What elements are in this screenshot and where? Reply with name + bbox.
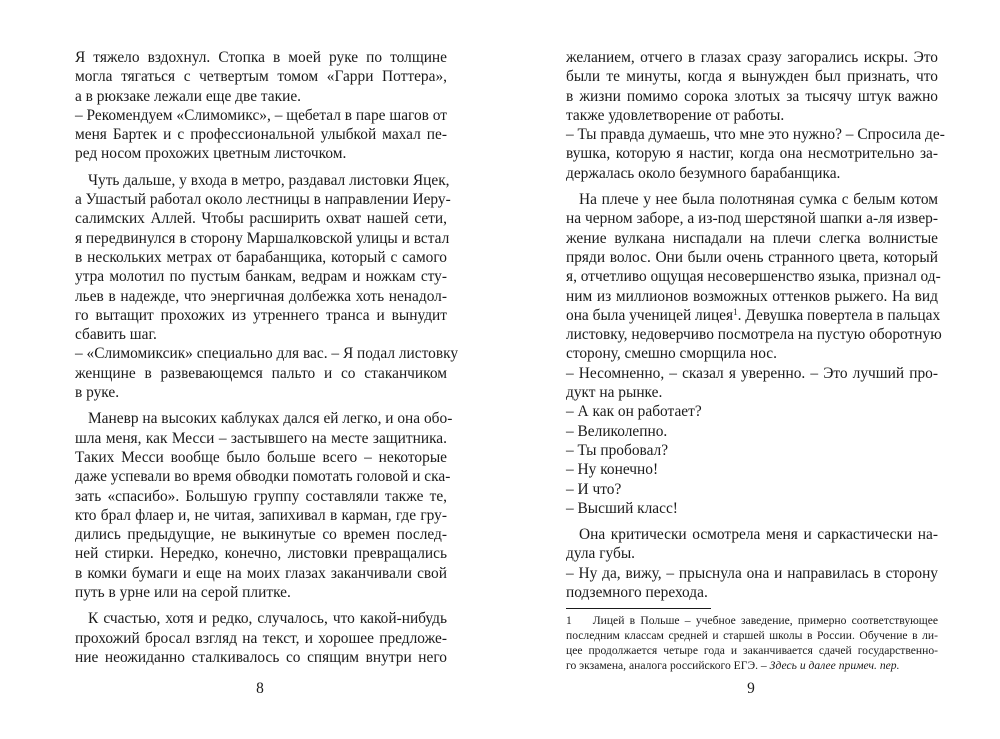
page-number-left: 8	[256, 680, 264, 697]
footnote-text: Лицей в Польше – учебное заведение, примерно соответствующее	[592, 614, 939, 628]
text-line: – Рекомендуем «Слимомикс», – щебетал в паре шагов от	[75, 106, 447, 124]
text-line: даже успевали во время обводки помотать головой и ска-	[75, 468, 451, 486]
text-line: На плече у нее была полотняная сумка с белым котом	[579, 191, 938, 209]
text-line: дукт на рынке.	[566, 384, 663, 402]
text-line: я, отчетливо ощущая несовершенство языка, признал од-	[566, 268, 941, 286]
text-line: в комки бумаги и еще на моих глазах заканчивали свой	[75, 564, 447, 582]
text-line: К счастью, хотя и редко, случалось, что какой-нибудь	[88, 610, 447, 628]
text-line: дула губы.	[566, 545, 636, 563]
text-line: на черном заборе, а из-под шерстяной шапки а-ля извер-	[566, 210, 938, 228]
text-line: Чуть дальше, у входа в метро, раздавал листовки Яцек,	[88, 171, 450, 189]
text-line: салимских Аллей. Чтобы расширить охват нашей сети,	[75, 210, 447, 228]
text-line: Она критически осмотрела меня и саркастически на-	[579, 526, 938, 544]
text-line: – Несомненно, – сказал я уверенно. – Это лучший про-	[566, 364, 938, 382]
text-line: вушка, которую я настиг, когда она несмотрительно за-	[566, 145, 938, 163]
text-line: в нескольких метрах от барабанщика, который с самого	[75, 248, 447, 266]
text-line: дились предыдущие, не выкинутые со времен послед-	[75, 526, 447, 544]
text-line: Таких Месси вообще было больше всего – некоторые	[75, 448, 447, 466]
text-line: – Ну да, вижу, – прыснула она и направилась в сторону	[566, 564, 938, 582]
text-line: – Высший класс!	[566, 499, 678, 517]
text-line: – Ну конечно!	[566, 461, 659, 479]
text-line: также удовлетворение от работы.	[566, 106, 785, 124]
text-line	[566, 306, 941, 325]
text-line: шла меня, как Месси – застывшего на месте защитника.	[75, 429, 447, 447]
text-line: – Ты пробовал?	[566, 441, 669, 459]
footnote-line: последним классам средней и старшей школы в России. Обучение в ли-	[566, 629, 938, 643]
text-line: сбавить шаг.	[75, 326, 157, 344]
footnote-marker: 1	[566, 614, 572, 628]
text-line: ним из миллионов возможных оттенков рыжего. На вид	[566, 287, 938, 305]
left-page	[75, 48, 459, 667]
text-line: меня Бартек и с профессиональной улыбкой махал пе-	[75, 126, 447, 144]
text-line: – «Слимомиксик» специально для вас. – Я подал листовку	[75, 345, 459, 363]
footnote-line	[566, 658, 938, 673]
footnote-text: го экзамена, аналога российского ЕГЭ. –	[566, 659, 767, 673]
text-line: кто брал флаер и, не читая, запихивал в карман, где гру-	[75, 506, 447, 524]
text-line: прохожий бросал взгляд на текст, и хорошее предложе-	[75, 629, 447, 647]
text-line: Я тяжело вздохнул. Стопка в моей руке по толщине	[75, 49, 447, 66]
text-line: в жизни помимо сорока злотых за тысячу штук важно	[566, 87, 938, 105]
text-line: путь в урне или на серой плитке.	[75, 584, 291, 602]
text-line: ней стирки. Нередко, конечно, листовки превращались	[75, 545, 447, 563]
text-line-part: она была ученицей лицея	[566, 306, 734, 324]
text-line: – И что?	[566, 480, 622, 498]
text-line: пряди волос. Они были очень странного цвета, который	[566, 248, 938, 266]
text-line: были те минуты, когда я вынужден был признать, что	[566, 68, 938, 86]
footnote-ref[interactable]: 1	[733, 306, 738, 317]
text-line: женщине в развевающемся пальто и со стаканчиком	[75, 364, 447, 382]
text-line: жение вулкана ниспадали на плечи слегка волнистые	[566, 229, 938, 247]
text-line: в руке.	[75, 384, 120, 402]
right-page	[566, 48, 945, 673]
text-line: зать «спасибо». Большую группу составляли также те,	[75, 487, 447, 505]
text-line: ние неожиданно сталкивалось со спящим внутри него	[75, 648, 447, 666]
text-line: а Ушастый работал около лестницы в направлении Иеру-	[75, 191, 451, 209]
footnote-line	[566, 613, 938, 628]
text-line: я передвинулся в сторону Маршалковской улицы и встал	[75, 229, 450, 247]
text-line: Маневр на высоких каблуках дался ей легко, и она обо-	[88, 410, 453, 428]
text-line: го вытащит прохожих из утреннего транса и вынудит	[75, 306, 447, 324]
text-line: сторону, смешно сморщила нос.	[566, 345, 777, 363]
text-line: могла тягаться с четвертым томом «Гарри Поттера»,	[75, 68, 447, 86]
text-line: утра молотил по пустым банкам, ведрам и ножкам сту-	[75, 268, 447, 286]
page-number-right: 9	[747, 680, 755, 697]
text-line: – Великолепно.	[566, 422, 668, 440]
text-line: ред носом прохожих цветным листочком.	[75, 145, 347, 163]
text-line: листовку, недоверчиво посмотрела на пустую оборотную	[566, 326, 942, 344]
text-line: – А как он работает?	[566, 403, 702, 421]
footnote-credit: Здесь и далее примеч. пер.	[769, 659, 900, 673]
text-line: желанием, отчего в глазах сразу загорались искры. Это	[566, 49, 938, 66]
text-line-part: . Девушка повертела в пальцах	[737, 306, 941, 324]
footnote-divider	[566, 608, 711, 609]
text-line: а в рюкзаке лежали еще две такие.	[75, 87, 302, 105]
text-line: льев в надежде, что энергичная долбежка хоть ненадол-	[75, 287, 447, 305]
text-line: – Ты правда думаешь, что мне это нужно? – Спросила де-	[566, 126, 945, 144]
text-line: подземного перехода.	[566, 584, 708, 602]
footnote-line: цее продолжается четыре года и заканчивается сдачей государственно-	[566, 644, 938, 658]
text-line: держалась около безумного барабанщика.	[566, 164, 841, 182]
